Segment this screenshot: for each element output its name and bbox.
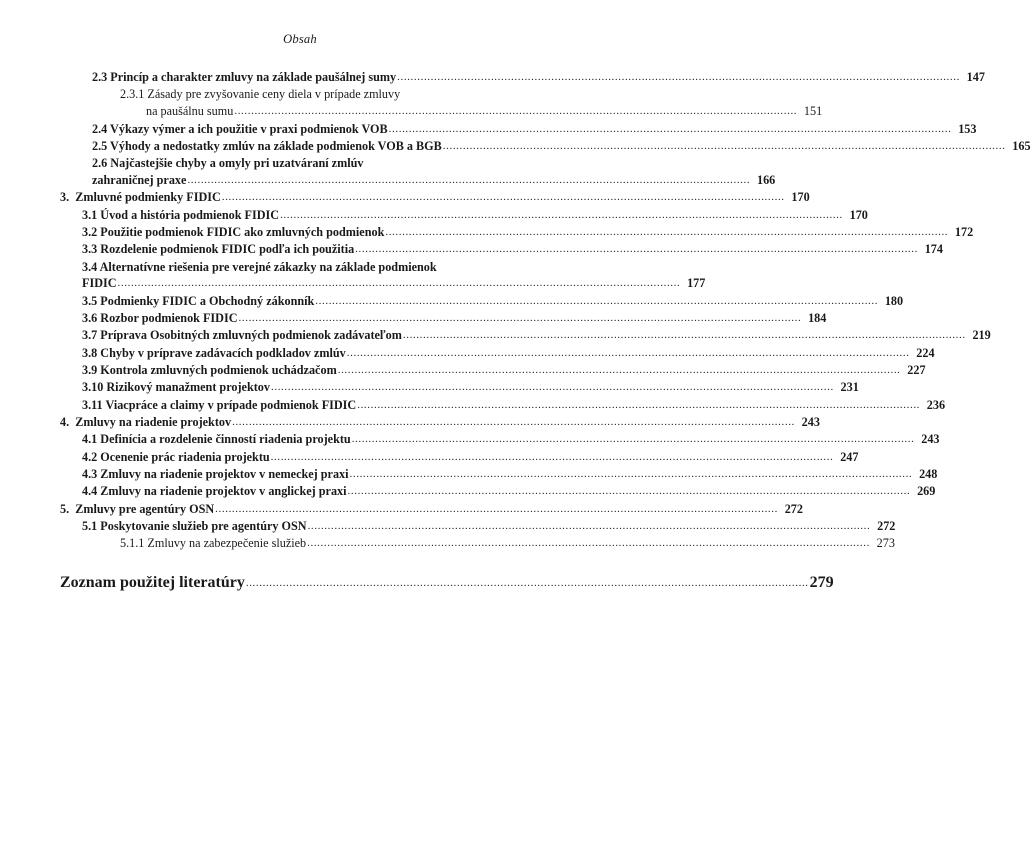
toc-entry[interactable] — [60, 362, 926, 379]
toc-page-number: 248 — [919, 466, 938, 481]
toc-leader-dots — [246, 577, 809, 589]
toc-entry-label: 3.10 Rizikový manažment projektov — [82, 380, 270, 395]
toc-leader-dots — [357, 398, 920, 413]
toc-page-number: 177 — [687, 276, 706, 291]
toc-page-number: 151 — [803, 104, 823, 119]
toc-entry[interactable] — [60, 345, 935, 362]
toc-entry-label: 5.1 Poskytovanie služieb pre agentúry OSN — [82, 518, 307, 533]
toc-entry-label: 4. Zmluvy na riadenie projektov — [60, 414, 232, 429]
toc-entry[interactable] — [60, 397, 946, 414]
toc-leader-dots — [338, 363, 901, 378]
toc-leader-dots — [350, 467, 913, 482]
toc-leader-dots — [307, 536, 870, 551]
toc-entry[interactable] — [60, 241, 943, 258]
toc-leader-dots — [308, 519, 871, 534]
toc-entry[interactable] — [60, 483, 936, 500]
toc-entry[interactable] — [60, 103, 823, 120]
toc-entry[interactable] — [60, 189, 810, 206]
bibliography-entry[interactable] — [60, 573, 834, 592]
toc-leader-dots — [389, 122, 952, 137]
toc-entry-label: 3.11 Viacpráce a claimy v prípade podmienok FIDIC — [82, 397, 357, 412]
toc-entry-label: 5.1.1 Zmluvy na zabezpečenie služieb — [120, 536, 307, 551]
toc-entry-label: 3.9 Kontrola zmluvných podmienok uchádzačom — [82, 363, 337, 378]
table-of-contents — [60, 69, 1031, 552]
toc-entry-label: 2.6 Najčastejšie chyby a omyly pri uzatváraní zmlúv — [92, 156, 364, 171]
toc-page-number: 153 — [958, 121, 977, 136]
toc-entry[interactable] — [60, 172, 776, 189]
toc-entry[interactable] — [60, 518, 896, 535]
toc-page-number: 170 — [849, 207, 868, 222]
toc-leader-dots — [347, 346, 910, 361]
toc-page-number: 184 — [808, 311, 827, 326]
toc-entry[interactable] — [60, 69, 985, 86]
toc-entry-label: 4.1 Definícia a rozdelenie činností riadenia projektu — [82, 432, 351, 447]
toc-entry-label: FIDIC — [82, 276, 117, 291]
toc-entry-label: 4.4 Zmluvy na riadenie projektov v anglickej praxi — [82, 484, 347, 499]
toc-page-number: 247 — [840, 449, 859, 464]
toc-entry-label: 3.3 Rozdelenie podmienok FIDIC podľa ich použitia — [82, 242, 355, 257]
toc-leader-dots — [232, 415, 795, 430]
toc-entry-label: 3.6 Rozbor podmienok FIDIC — [82, 311, 238, 326]
toc-page-number: 279 — [809, 573, 834, 591]
toc-leader-dots — [280, 208, 843, 223]
toc-page-number: 273 — [876, 536, 895, 551]
toc-entry[interactable] — [60, 207, 868, 224]
toc-leader-dots — [234, 104, 797, 119]
toc-entry-label: 3.5 Podmienky FIDIC a Obchodný zákonník — [82, 293, 315, 308]
toc-page-number: 236 — [926, 397, 946, 412]
toc-entry-label: zahraničnej praxe — [92, 173, 187, 188]
toc-page-number: 219 — [972, 328, 991, 343]
toc-leader-dots — [385, 225, 948, 240]
toc-page-number: 272 — [877, 518, 896, 533]
toc-entry[interactable] — [60, 259, 562, 275]
toc-leader-dots — [352, 432, 915, 447]
toc-entry-label: 3.8 Chyby v príprave zadávacích podkladov zmlúv — [82, 345, 346, 360]
toc-entry-label: 3.1 Úvod a história podmienok FIDIC — [82, 207, 280, 222]
toc-entry[interactable] — [60, 379, 859, 396]
toc-leader-dots — [348, 484, 911, 499]
toc-entry-label: 2.5 Výhody a nedostatky zmlúv na základe podmienok VOB a BGB — [92, 138, 442, 153]
toc-page-number: 166 — [756, 173, 776, 188]
toc-entry-label: 3. Zmluvné podmienky FIDIC — [60, 190, 221, 205]
toc-entry-label: 2.3.1 Zásady pre zvyšovanie ceny diela v prípade zmluvy — [120, 87, 401, 102]
toc-leader-dots — [315, 294, 878, 309]
toc-entry[interactable] — [60, 138, 1031, 155]
toc-leader-dots — [355, 242, 918, 257]
bibliography-entry-container — [60, 573, 834, 592]
toc-page-number: 180 — [884, 293, 904, 308]
toc-page-number: 227 — [907, 363, 926, 378]
toc-entry-label: 4.3 Zmluvy na riadenie projektov v nemeckej praxi — [82, 466, 349, 481]
toc-entry[interactable] — [60, 431, 940, 448]
toc-entry[interactable] — [60, 293, 904, 310]
toc-page-number: 243 — [921, 432, 940, 447]
toc-page-number: 224 — [916, 345, 935, 360]
toc-entry[interactable] — [60, 224, 974, 241]
toc-leader-dots — [271, 450, 834, 465]
toc-entry-label: 3.7 Príprava Osobitných zmluvných podmienok zadávateľom — [82, 328, 402, 343]
toc-entry-label: 2.3 Princíp a charakter zmluvy na základe paušálnej sumy — [92, 70, 397, 84]
toc-leader-dots — [187, 173, 750, 188]
toc-leader-dots — [403, 328, 966, 343]
toc-entry-label: 3.2 Použitie podmienok FIDIC ako zmluvných podmienok — [82, 224, 385, 239]
toc-page-number: 147 — [966, 70, 985, 84]
toc-leader-dots — [222, 190, 785, 205]
toc-page-number: 174 — [924, 242, 943, 257]
toc-entry-label: 3.4 Alternatívne riešenia pre verejné zákazky na základe podmienok — [82, 259, 437, 274]
toc-entry[interactable] — [60, 414, 820, 431]
toc-page-number: 170 — [791, 190, 810, 205]
toc-leader-dots — [215, 502, 778, 517]
toc-entry-label: 4.2 Ocenenie prác riadenia projektu — [82, 449, 270, 464]
toc-page-number: 269 — [917, 484, 936, 499]
toc-leader-dots — [118, 276, 681, 291]
toc-entry-label: na paušálnu sumu — [146, 104, 234, 119]
toc-entry-label: 5. Zmluvy pre agentúry OSN — [60, 501, 215, 516]
toc-entry[interactable] — [60, 535, 895, 552]
toc-entry[interactable] — [60, 466, 938, 483]
toc-entry[interactable] — [60, 155, 572, 171]
toc-page-number: 231 — [840, 380, 859, 395]
toc-leader-dots — [239, 311, 802, 326]
running-head: Obsah — [283, 32, 317, 46]
toc-leader-dots — [443, 139, 1006, 154]
toc-page-number: 243 — [801, 414, 820, 429]
toc-page-number: 165 — [1012, 138, 1031, 153]
toc-entry[interactable] — [60, 327, 991, 344]
toc-entry[interactable] — [60, 449, 859, 466]
toc-entry-label: 2.4 Výkazy výmer a ich použitie v praxi podmienok VOB — [92, 121, 388, 136]
toc-entry[interactable] — [60, 310, 827, 327]
toc-leader-dots — [397, 70, 960, 85]
toc-entry[interactable] — [60, 275, 706, 292]
toc-entry[interactable] — [60, 501, 803, 518]
toc-page-number: 272 — [784, 501, 803, 516]
toc-entry-label: Zoznam použitej literatúry — [60, 573, 245, 591]
toc-entry[interactable] — [60, 121, 977, 138]
toc-leader-dots — [271, 380, 834, 395]
toc-entry[interactable] — [60, 86, 600, 102]
toc-page-number: 172 — [954, 224, 974, 239]
